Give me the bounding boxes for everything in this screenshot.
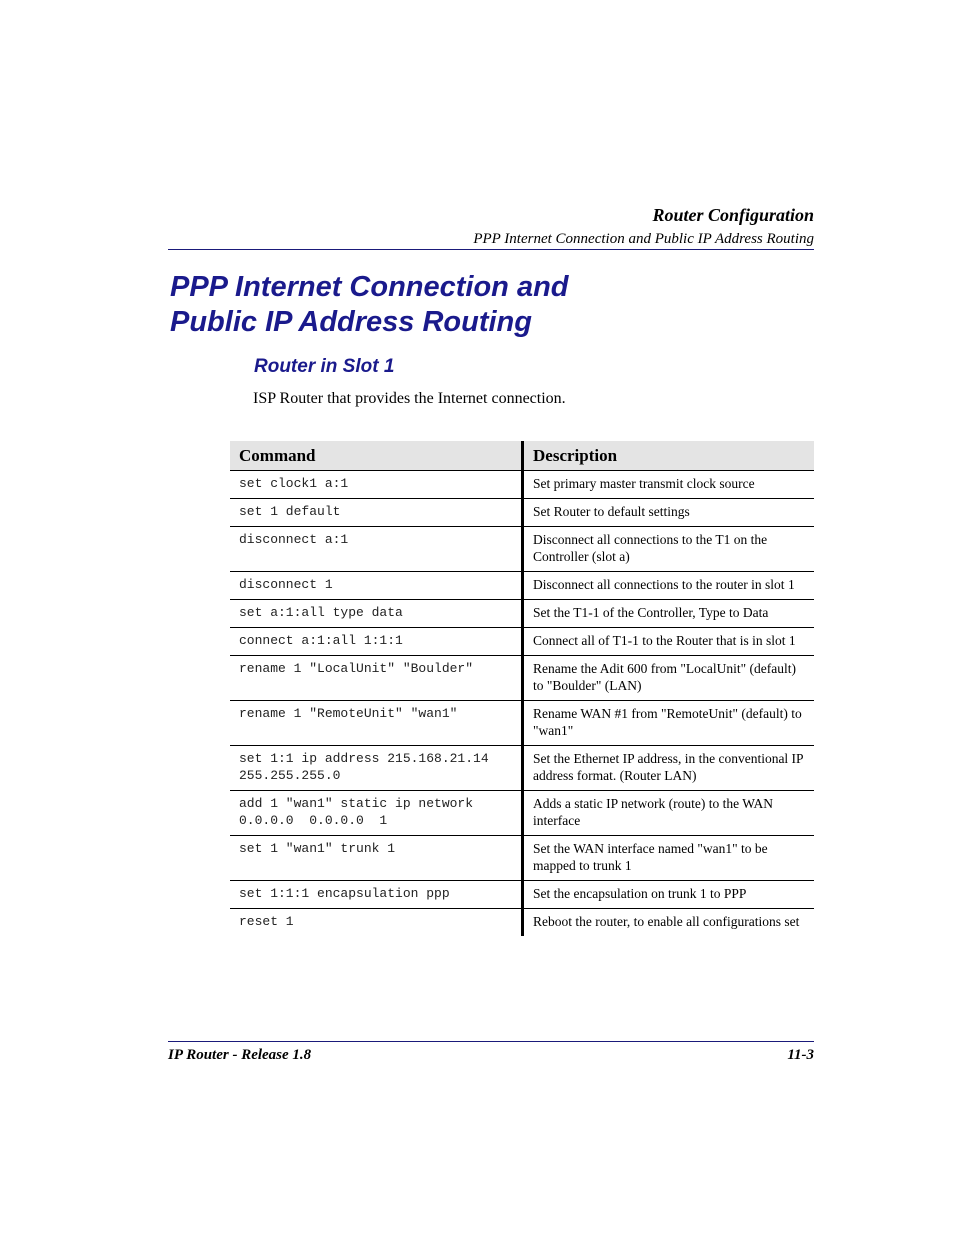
footer-page-number: 11-3 bbox=[787, 1047, 814, 1063]
description-cell: Adds a static IP network (route) to the WAN interface bbox=[523, 791, 815, 836]
table-row bbox=[230, 471, 814, 499]
intro-paragraph: ISP Router that provides the Internet connection. bbox=[253, 390, 566, 407]
description-cell: Set the Ethernet IP address, in the conventional IP address format. (Router LAN) bbox=[523, 746, 815, 791]
command-table bbox=[230, 441, 814, 936]
table-row bbox=[230, 628, 814, 656]
description-cell: Disconnect all connections to the T1 on the Controller (slot a) bbox=[523, 527, 815, 572]
description-cell: Disconnect all connections to the router in slot 1 bbox=[523, 572, 815, 600]
table-row bbox=[230, 746, 814, 791]
table-row bbox=[230, 572, 814, 600]
table-row bbox=[230, 527, 814, 572]
description-cell: Set the T1-1 of the Controller, Type to Data bbox=[523, 600, 815, 628]
description-cell: Connect all of T1-1 to the Router that is in slot 1 bbox=[523, 628, 815, 656]
command-cell: set clock1 a:1 bbox=[230, 471, 523, 499]
page-title-line-2: Public IP Address Routing bbox=[170, 306, 532, 338]
command-cell: rename 1 "LocalUnit" "Boulder" bbox=[230, 656, 523, 701]
command-cell: set 1 "wan1" trunk 1 bbox=[230, 836, 523, 881]
footer-rule bbox=[168, 1041, 814, 1042]
description-cell: Set Router to default settings bbox=[523, 499, 815, 527]
column-header-description: Description bbox=[523, 441, 815, 471]
table-row bbox=[230, 600, 814, 628]
page-title-line-1: PPP Internet Connection and bbox=[170, 271, 569, 303]
table-row bbox=[230, 909, 814, 937]
command-cell: set 1 default bbox=[230, 499, 523, 527]
description-cell: Reboot the router, to enable all configurations set bbox=[523, 909, 815, 937]
command-cell: rename 1 "RemoteUnit" "wan1" bbox=[230, 701, 523, 746]
command-cell: connect a:1:all 1:1:1 bbox=[230, 628, 523, 656]
footer-doc-title: IP Router - Release 1.8 bbox=[168, 1047, 312, 1063]
command-cell: set 1:1 ip address 215.168.21.14 255.255.255.0 bbox=[230, 746, 523, 791]
command-cell: set 1:1:1 encapsulation ppp bbox=[230, 881, 523, 909]
table-row bbox=[230, 656, 814, 701]
command-cell: disconnect 1 bbox=[230, 572, 523, 600]
description-cell: Rename WAN #1 from "RemoteUnit" (default) to "wan1" bbox=[523, 701, 815, 746]
table-row bbox=[230, 701, 814, 746]
section-title: Router in Slot 1 bbox=[254, 356, 395, 377]
table-row bbox=[230, 499, 814, 527]
command-cell: disconnect a:1 bbox=[230, 527, 523, 572]
column-header-command: Command bbox=[230, 441, 523, 471]
command-cell: reset 1 bbox=[239, 914, 294, 929]
command-cell: set a:1:all type data bbox=[230, 600, 523, 628]
description-cell: Set the WAN interface named "wan1" to be mapped to trunk 1 bbox=[523, 836, 815, 881]
table-row bbox=[230, 881, 814, 909]
page-title bbox=[170, 270, 569, 340]
running-header-chapter: Router Configuration bbox=[652, 205, 814, 225]
header-rule bbox=[168, 249, 814, 250]
running-header-section: PPP Internet Connection and Public IP Address Routing bbox=[473, 231, 814, 247]
command-cell: add 1 "wan1" static ip network 0.0.0.0 0.0.0.0 1 bbox=[230, 791, 523, 836]
description-cell: Rename the Adit 600 from "LocalUnit" (default) to "Boulder" (LAN) bbox=[523, 656, 815, 701]
table-row bbox=[230, 791, 814, 836]
description-cell: Set primary master transmit clock source bbox=[523, 471, 815, 499]
running-header bbox=[168, 203, 814, 249]
description-cell: Set the encapsulation on trunk 1 to PPP bbox=[523, 881, 815, 909]
table-row bbox=[230, 836, 814, 881]
table-header-row bbox=[230, 441, 814, 471]
